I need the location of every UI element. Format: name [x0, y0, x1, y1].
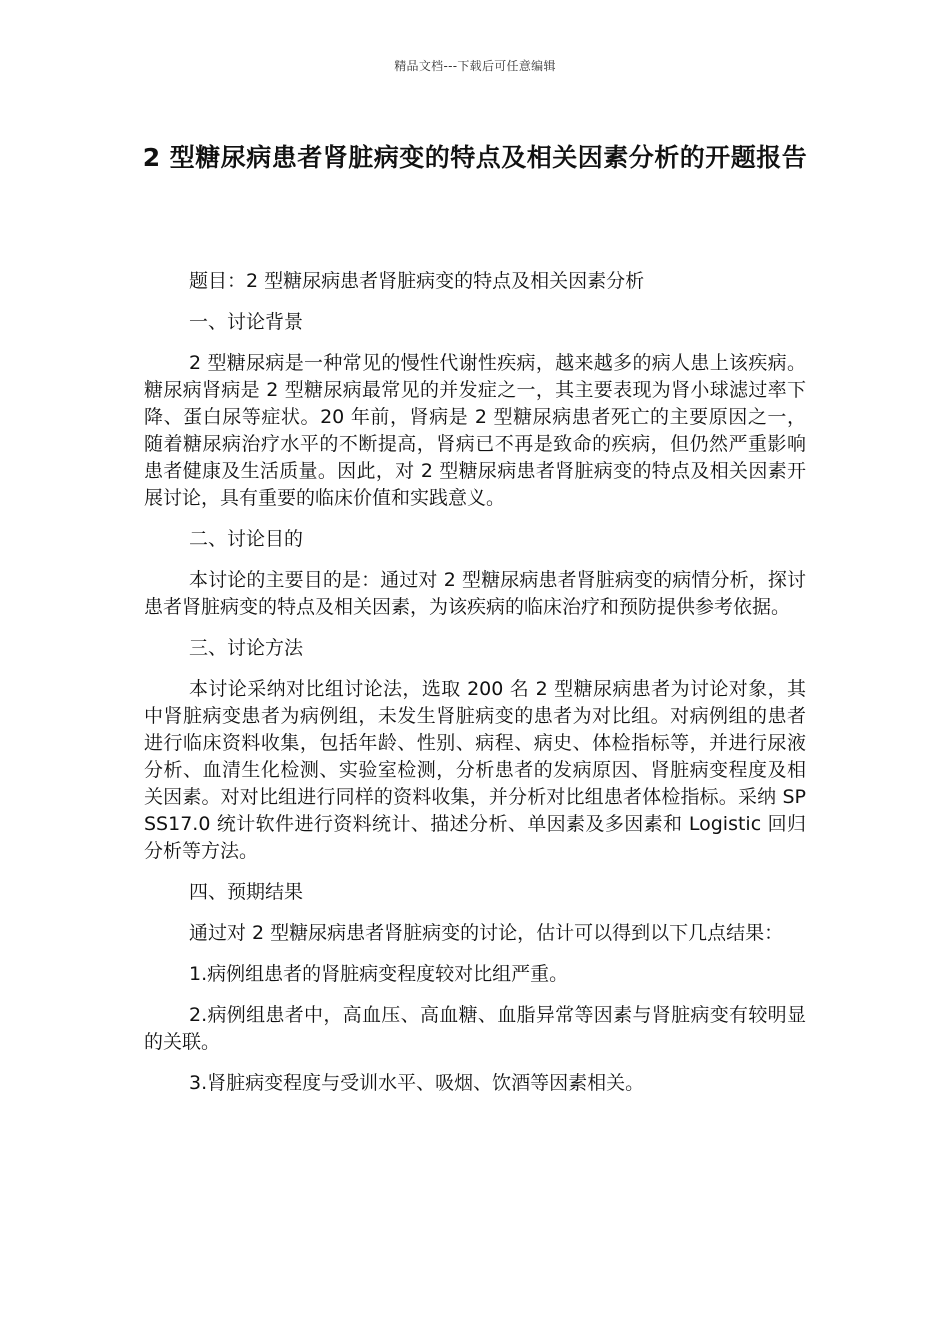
results-intro-paragraph: 通过对 2 型糖尿病患者肾脏病变的讨论，估计可以得到以下几点结果： — [189, 922, 784, 944]
result-item-3: 3.肾脏病变程度与受训水平、吸烟、饮酒等因素相关。 — [189, 1072, 645, 1094]
section-heading-background: 一、讨论背景 — [189, 311, 304, 333]
result-item-2: 2.病例组患者中，高血压、高血糖、血脂异常等因素与肾脏病变有较明显的关联。 — [144, 1004, 806, 1053]
method-paragraph: 本讨论采纳对比组讨论法，选取 200 名 2 型糖尿病患者为讨论对象，其中肾脏病变患者为病例组，未发生肾脏病变的患者为对比组。对病例组的患者进行临床资料收集，包括年龄、性别、病程、病史、体检指标等，并进行尿液分析、血清生化检测、实验室检测，分析患者的发病原因、肾脏病变程度及相关因素。对对比组进行同样的资料收集，并分析对比组患者体检指标。采纳 SPSS17.0 统计软件进行资料统计、描述分析、单因素及多因素和 Logistic 回归分析等方法。 — [144, 678, 806, 862]
section-heading-purpose: 二、讨论目的 — [189, 528, 304, 550]
result-item-1: 1.病例组患者的肾脏病变程度较对比组严重。 — [189, 963, 569, 985]
purpose-paragraph: 本讨论的主要目的是：通过对 2 型糖尿病患者肾脏病变的病情分析，探讨患者肾脏病变的特点及相关因素，为该疾病的临床治疗和预防提供参考依据。 — [144, 569, 806, 618]
topic-line: 题目：2 型糖尿病患者肾脏病变的特点及相关因素分析 — [189, 270, 645, 292]
section-heading-results: 四、预期结果 — [189, 881, 304, 903]
document-title: 2 型糖尿病患者肾脏病变的特点及相关因素分析的开题报告 — [142, 143, 808, 172]
section-heading-method: 三、讨论方法 — [189, 637, 304, 659]
document-body — [144, 268, 806, 1111]
background-paragraph: 2 型糖尿病是一种常见的慢性代谢性疾病，越来越多的病人患上该疾病。糖尿病肾病是 2 型糖尿病最常见的并发症之一，其主要表现为肾小球滤过率下降、蛋白尿等症状。20 年前，肾病是 2 型糖尿病患者死亡的主要原因之一，随着糖尿病治疗水平的不断提高，肾病已不再是致命的疾病，但仍然严重影响患者健康及生活质量。因此，对 2 型糖尿病患者肾脏病变的特点及相关因素开展讨论，具有重要的临床价值和实践意义。 — [144, 352, 806, 509]
page-header: 精品文档---下载后可任意编辑 — [394, 59, 556, 73]
